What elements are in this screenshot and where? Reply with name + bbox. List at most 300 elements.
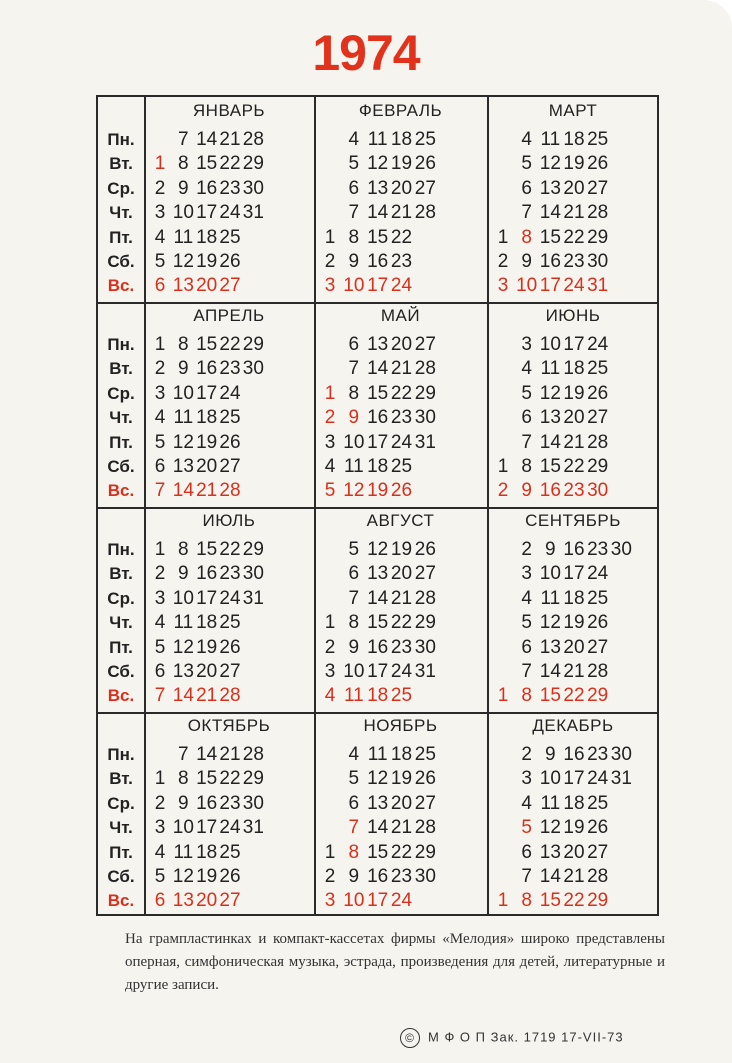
day-number: 27	[414, 792, 436, 814]
day-number: 22	[390, 382, 413, 404]
day-number: 10	[172, 587, 194, 609]
day-number: 1	[324, 841, 336, 863]
day-number: 3	[324, 275, 336, 297]
day-number: 28	[587, 431, 609, 453]
weekday-label: Пн.	[107, 130, 135, 149]
day-number: 13	[539, 177, 561, 199]
day-number: 3	[154, 587, 166, 609]
day-number: 9	[178, 563, 189, 585]
day-number: 15	[539, 456, 561, 477]
day-number: 19	[390, 768, 413, 790]
day-number: 14	[367, 202, 389, 224]
day-number: 25	[219, 407, 241, 429]
day-number: 22	[563, 685, 585, 707]
day-number: 28	[219, 480, 241, 502]
day-number: 11	[173, 407, 194, 429]
month-name: ИЮНЬ	[545, 306, 601, 325]
day-number: 24	[390, 431, 413, 453]
day-number: 18	[390, 744, 413, 765]
day-number: 25	[587, 587, 609, 609]
day-number: 5	[521, 612, 532, 634]
day-number: 3	[324, 890, 336, 912]
day-number: 14	[367, 817, 389, 839]
day-number: 29	[242, 153, 264, 175]
weekday-label: Чт.	[109, 818, 133, 838]
day-number: 12	[172, 866, 194, 887]
day-number: 30	[610, 539, 632, 560]
day-number: 19	[563, 612, 585, 634]
day-number: 21	[196, 685, 218, 707]
day-number: 14	[539, 202, 561, 224]
day-number: 12	[539, 382, 561, 404]
day-number: 31	[587, 275, 609, 297]
day-number: 8	[521, 456, 532, 477]
day-number: 17	[367, 890, 389, 912]
day-number: 21	[390, 817, 413, 839]
day-number: 20	[196, 456, 218, 477]
day-number: 3	[521, 768, 532, 790]
day-number: 20	[196, 890, 218, 912]
day-number: 5	[154, 866, 166, 887]
weekday-label: Вт.	[109, 154, 133, 174]
weekday-label: Вс.	[107, 481, 135, 501]
day-number: 15	[367, 841, 389, 863]
weekday-label: Сб.	[107, 457, 135, 476]
day-number: 3	[154, 202, 166, 224]
day-number: 15	[196, 768, 218, 790]
day-number: 28	[219, 685, 241, 707]
day-number: 22	[219, 334, 241, 355]
day-number: 3	[324, 431, 336, 453]
day-number: 15	[367, 612, 389, 634]
day-number: 1	[497, 685, 509, 707]
day-number: 31	[242, 587, 264, 609]
day-number: 5	[348, 153, 360, 175]
day-number: 7	[348, 202, 360, 224]
day-number: 13	[172, 661, 194, 682]
day-number: 9	[545, 744, 556, 765]
day-number: 27	[414, 563, 436, 585]
day-number: 22	[219, 768, 241, 790]
day-number: 26	[414, 539, 436, 560]
day-number: 25	[414, 744, 436, 765]
weekday-label: Чт.	[109, 613, 133, 633]
day-number: 16	[196, 563, 218, 585]
day-number: 13	[539, 841, 561, 863]
day-number: 6	[348, 177, 360, 199]
day-number: 17	[196, 587, 218, 609]
day-number: 21	[390, 202, 413, 224]
day-number: 5	[521, 382, 532, 404]
day-number: 31	[414, 431, 436, 453]
day-number: 3	[154, 817, 166, 839]
weekday-label: Ср.	[107, 178, 135, 198]
day-number: 20	[390, 177, 413, 199]
day-number: 19	[196, 866, 218, 887]
day-number: 18	[196, 841, 218, 863]
weekday-label: Пт.	[109, 637, 133, 657]
day-number: 11	[540, 587, 561, 609]
day-number: 9	[348, 407, 360, 429]
day-number: 10	[172, 202, 194, 224]
day-number: 12	[539, 612, 561, 634]
calendar-grid	[96, 95, 659, 916]
day-number: 5	[324, 480, 336, 502]
month-name: МАЙ	[380, 306, 421, 325]
day-number: 1	[497, 226, 509, 248]
day-number: 9	[178, 792, 189, 814]
day-number: 7	[178, 129, 189, 150]
day-number: 12	[539, 817, 561, 839]
day-number: 6	[348, 334, 360, 355]
month-name: АПРЕЛЬ	[193, 306, 265, 325]
day-number: 23	[587, 539, 609, 560]
day-number: 13	[172, 456, 194, 477]
day-number: 28	[414, 817, 436, 839]
day-number: 18	[196, 226, 218, 248]
day-number: 17	[563, 563, 585, 585]
day-number: 26	[219, 431, 241, 453]
day-number: 4	[521, 129, 532, 150]
day-number: 8	[178, 768, 189, 790]
day-number: 21	[196, 480, 218, 502]
day-number: 16	[367, 636, 389, 658]
day-number: 27	[414, 334, 436, 355]
day-number: 16	[367, 866, 389, 887]
weekday-label: Сб.	[107, 662, 135, 681]
weekday-label: Вт.	[109, 359, 133, 379]
day-number: 10	[539, 768, 561, 790]
day-number: 8	[348, 382, 360, 404]
day-number: 22	[219, 153, 241, 175]
day-number: 31	[610, 768, 632, 790]
day-number: 3	[324, 661, 336, 682]
day-number: 16	[196, 177, 218, 199]
day-number: 7	[521, 661, 532, 682]
weekday-label: Ср.	[107, 588, 135, 608]
day-number: 5	[154, 251, 166, 272]
day-number: 24	[219, 817, 241, 839]
day-number: 15	[196, 539, 218, 560]
column-divider	[314, 97, 316, 914]
day-number: 25	[219, 226, 241, 248]
day-number: 19	[196, 636, 218, 658]
day-number: 21	[390, 587, 413, 609]
day-number: 21	[563, 202, 585, 224]
day-number: 5	[521, 153, 532, 175]
day-number: 16	[367, 407, 389, 429]
day-number: 3	[521, 563, 532, 585]
weekday-label: Пт.	[109, 842, 133, 862]
day-number: 30	[242, 358, 264, 380]
day-number: 16	[196, 358, 218, 380]
day-number: 16	[539, 480, 561, 502]
day-number: 20	[390, 792, 413, 814]
day-number: 14	[539, 661, 561, 682]
day-number: 24	[390, 890, 413, 912]
day-number: 20	[196, 661, 218, 682]
day-number: 17	[367, 275, 389, 297]
day-number: 2	[497, 480, 509, 502]
weekday-label: Пт.	[109, 432, 133, 452]
day-number: 29	[242, 768, 264, 790]
weekday-label: Вс.	[107, 686, 135, 706]
day-number: 30	[587, 480, 609, 502]
day-number: 11	[540, 358, 561, 380]
day-number: 23	[219, 358, 241, 380]
weekday-label: Пн.	[107, 745, 135, 764]
day-number: 20	[196, 275, 218, 297]
day-number: 4	[348, 744, 360, 765]
day-number: 2	[497, 251, 509, 272]
weekday-label: Чт.	[109, 408, 133, 428]
day-number: 25	[587, 129, 609, 150]
day-number: 24	[219, 587, 241, 609]
day-number: 16	[539, 251, 561, 272]
day-number: 17	[367, 661, 389, 682]
day-number: 11	[367, 744, 388, 765]
weekday-label: Пт.	[109, 227, 133, 247]
day-number: 17	[196, 817, 218, 839]
month-name: СЕНТЯБРЬ	[525, 511, 621, 530]
day-number: 7	[154, 685, 166, 707]
day-number: 12	[367, 539, 389, 560]
day-number: 24	[587, 334, 609, 355]
day-number: 19	[196, 431, 218, 453]
day-number: 14	[539, 866, 561, 887]
day-number: 19	[390, 153, 413, 175]
day-number: 7	[521, 431, 532, 453]
day-number: 18	[196, 612, 218, 634]
day-number: 18	[196, 407, 218, 429]
day-number: 9	[348, 251, 360, 272]
day-number: 30	[242, 792, 264, 814]
day-number: 27	[219, 456, 241, 477]
day-number: 24	[390, 275, 413, 297]
day-number: 10	[172, 382, 194, 404]
day-number: 19	[390, 539, 413, 560]
weekday-label: Пн.	[107, 540, 135, 559]
day-number: 18	[563, 358, 585, 380]
day-number: 1	[497, 456, 509, 477]
day-number: 4	[154, 841, 166, 863]
day-number: 8	[348, 612, 360, 634]
day-number: 21	[563, 431, 585, 453]
day-number: 16	[563, 744, 585, 765]
day-number: 14	[539, 431, 561, 453]
day-number: 8	[521, 685, 532, 707]
day-number: 13	[539, 636, 561, 658]
day-number: 14	[172, 685, 194, 707]
day-number: 28	[587, 661, 609, 682]
day-number: 25	[219, 612, 241, 634]
day-number: 4	[521, 358, 532, 380]
day-number: 28	[587, 202, 609, 224]
day-number: 7	[154, 480, 166, 502]
day-number: 23	[390, 866, 413, 887]
day-number: 10	[172, 817, 194, 839]
day-number: 13	[367, 334, 389, 355]
day-number: 31	[242, 817, 264, 839]
day-number: 7	[348, 587, 360, 609]
day-number: 1	[324, 382, 336, 404]
day-number: 15	[367, 382, 389, 404]
weekday-label: Вс.	[107, 891, 135, 911]
day-number: 3	[154, 382, 166, 404]
day-number: 18	[390, 129, 413, 150]
day-number: 26	[219, 251, 241, 272]
day-number: 5	[521, 817, 532, 839]
weekday-label: Чт.	[109, 203, 133, 223]
day-number: 4	[521, 587, 532, 609]
day-number: 22	[563, 226, 585, 248]
day-number: 11	[540, 129, 561, 150]
day-number: 8	[178, 539, 189, 560]
day-number: 8	[521, 890, 532, 912]
copyright-icon: ©	[400, 1028, 420, 1048]
day-number: 4	[154, 407, 166, 429]
day-number: 2	[154, 177, 166, 199]
day-number: 6	[154, 275, 166, 297]
day-number: 27	[587, 177, 609, 199]
day-number: 2	[154, 792, 166, 814]
weekday-label: Сб.	[107, 867, 135, 886]
day-number: 12	[172, 636, 194, 658]
day-number: 27	[219, 661, 241, 682]
day-number: 16	[367, 251, 389, 272]
day-number: 8	[521, 226, 532, 248]
day-number: 21	[563, 661, 585, 682]
day-number: 26	[219, 866, 241, 887]
day-number: 26	[587, 817, 609, 839]
day-number: 2	[324, 407, 336, 429]
day-number: 10	[516, 275, 538, 297]
day-number: 6	[154, 456, 166, 477]
day-number: 30	[414, 866, 436, 887]
day-number: 26	[414, 153, 436, 175]
day-number: 7	[521, 202, 532, 224]
day-number: 6	[521, 177, 532, 199]
day-number: 26	[390, 480, 413, 502]
day-number: 29	[414, 841, 436, 863]
day-number: 2	[154, 563, 166, 585]
day-number: 11	[173, 226, 194, 248]
day-number: 28	[242, 129, 264, 150]
day-number: 4	[348, 129, 360, 150]
day-number: 18	[367, 456, 389, 477]
day-number: 14	[367, 587, 389, 609]
day-number: 23	[219, 563, 241, 585]
day-number: 14	[196, 129, 218, 150]
day-number: 17	[563, 768, 585, 790]
weekday-label: Вт.	[109, 564, 133, 584]
day-number: 12	[172, 251, 194, 272]
day-number: 5	[154, 636, 166, 658]
caption-text: На грампластинках и компакт-кассетах фирмы «Мелодия» широко представлены оперная, симфоническая музыка, эстрада, произведения для детей, литературные и другие записи.	[125, 931, 665, 993]
day-number: 29	[587, 226, 609, 248]
day-number: 10	[539, 334, 561, 355]
day-number: 27	[587, 841, 609, 863]
day-number: 13	[367, 177, 389, 199]
day-number: 1	[154, 334, 166, 355]
day-number: 27	[219, 275, 241, 297]
day-number: 26	[219, 636, 241, 658]
day-number: 6	[348, 563, 360, 585]
day-number: 5	[348, 539, 360, 560]
weekday-label: Вс.	[107, 276, 135, 296]
day-number: 22	[390, 841, 413, 863]
day-number: 30	[414, 636, 436, 658]
day-number: 24	[563, 275, 585, 297]
day-number: 29	[587, 685, 609, 707]
day-number: 21	[219, 129, 241, 150]
print-info	[400, 1028, 624, 1048]
day-number: 20	[390, 563, 413, 585]
month-name: ИЮЛЬ	[202, 511, 256, 530]
day-number: 9	[521, 251, 532, 272]
day-number: 30	[610, 744, 632, 765]
day-number: 12	[539, 153, 561, 175]
day-number: 10	[343, 431, 365, 453]
weekday-label: Ср.	[107, 383, 135, 403]
day-number: 7	[178, 744, 189, 765]
day-number: 11	[173, 612, 194, 634]
day-number: 18	[563, 129, 585, 150]
day-number: 29	[242, 539, 264, 560]
day-number: 18	[563, 587, 585, 609]
weekday-label: Ср.	[107, 793, 135, 813]
day-number: 4	[154, 612, 166, 634]
day-number: 3	[521, 334, 532, 355]
day-number: 17	[539, 275, 561, 297]
day-number: 8	[348, 226, 360, 248]
day-number: 22	[219, 539, 241, 560]
month-name: НОЯБРЬ	[363, 716, 438, 735]
day-number: 21	[390, 358, 413, 380]
day-number: 17	[196, 202, 218, 224]
day-number: 24	[219, 202, 241, 224]
day-number: 24	[390, 661, 413, 682]
day-number: 13	[367, 792, 389, 814]
day-number: 15	[196, 334, 218, 355]
day-number: 23	[563, 251, 585, 272]
day-number: 2	[154, 358, 166, 380]
day-number: 7	[348, 358, 360, 380]
month-name: ФЕВРАЛЬ	[358, 101, 443, 120]
day-number: 1	[324, 612, 336, 634]
day-number: 23	[219, 792, 241, 814]
day-number: 22	[390, 226, 413, 248]
day-number: 13	[539, 407, 561, 429]
day-number: 30	[587, 251, 609, 272]
day-number: 11	[367, 129, 388, 150]
day-number: 2	[521, 744, 532, 765]
day-number: 11	[343, 685, 364, 707]
day-number: 22	[563, 890, 585, 912]
day-number: 25	[587, 358, 609, 380]
day-number: 14	[367, 358, 389, 380]
month-name: ЯНВАРЬ	[192, 101, 266, 120]
month-name: ДЕКАБРЬ	[532, 716, 614, 735]
day-number: 15	[196, 153, 218, 175]
day-number: 28	[242, 744, 264, 765]
day-number: 14	[172, 480, 194, 502]
day-number: 16	[196, 792, 218, 814]
day-number: 6	[154, 661, 166, 682]
day-number: 8	[178, 153, 189, 175]
day-number: 26	[587, 612, 609, 634]
day-number: 19	[367, 480, 389, 502]
